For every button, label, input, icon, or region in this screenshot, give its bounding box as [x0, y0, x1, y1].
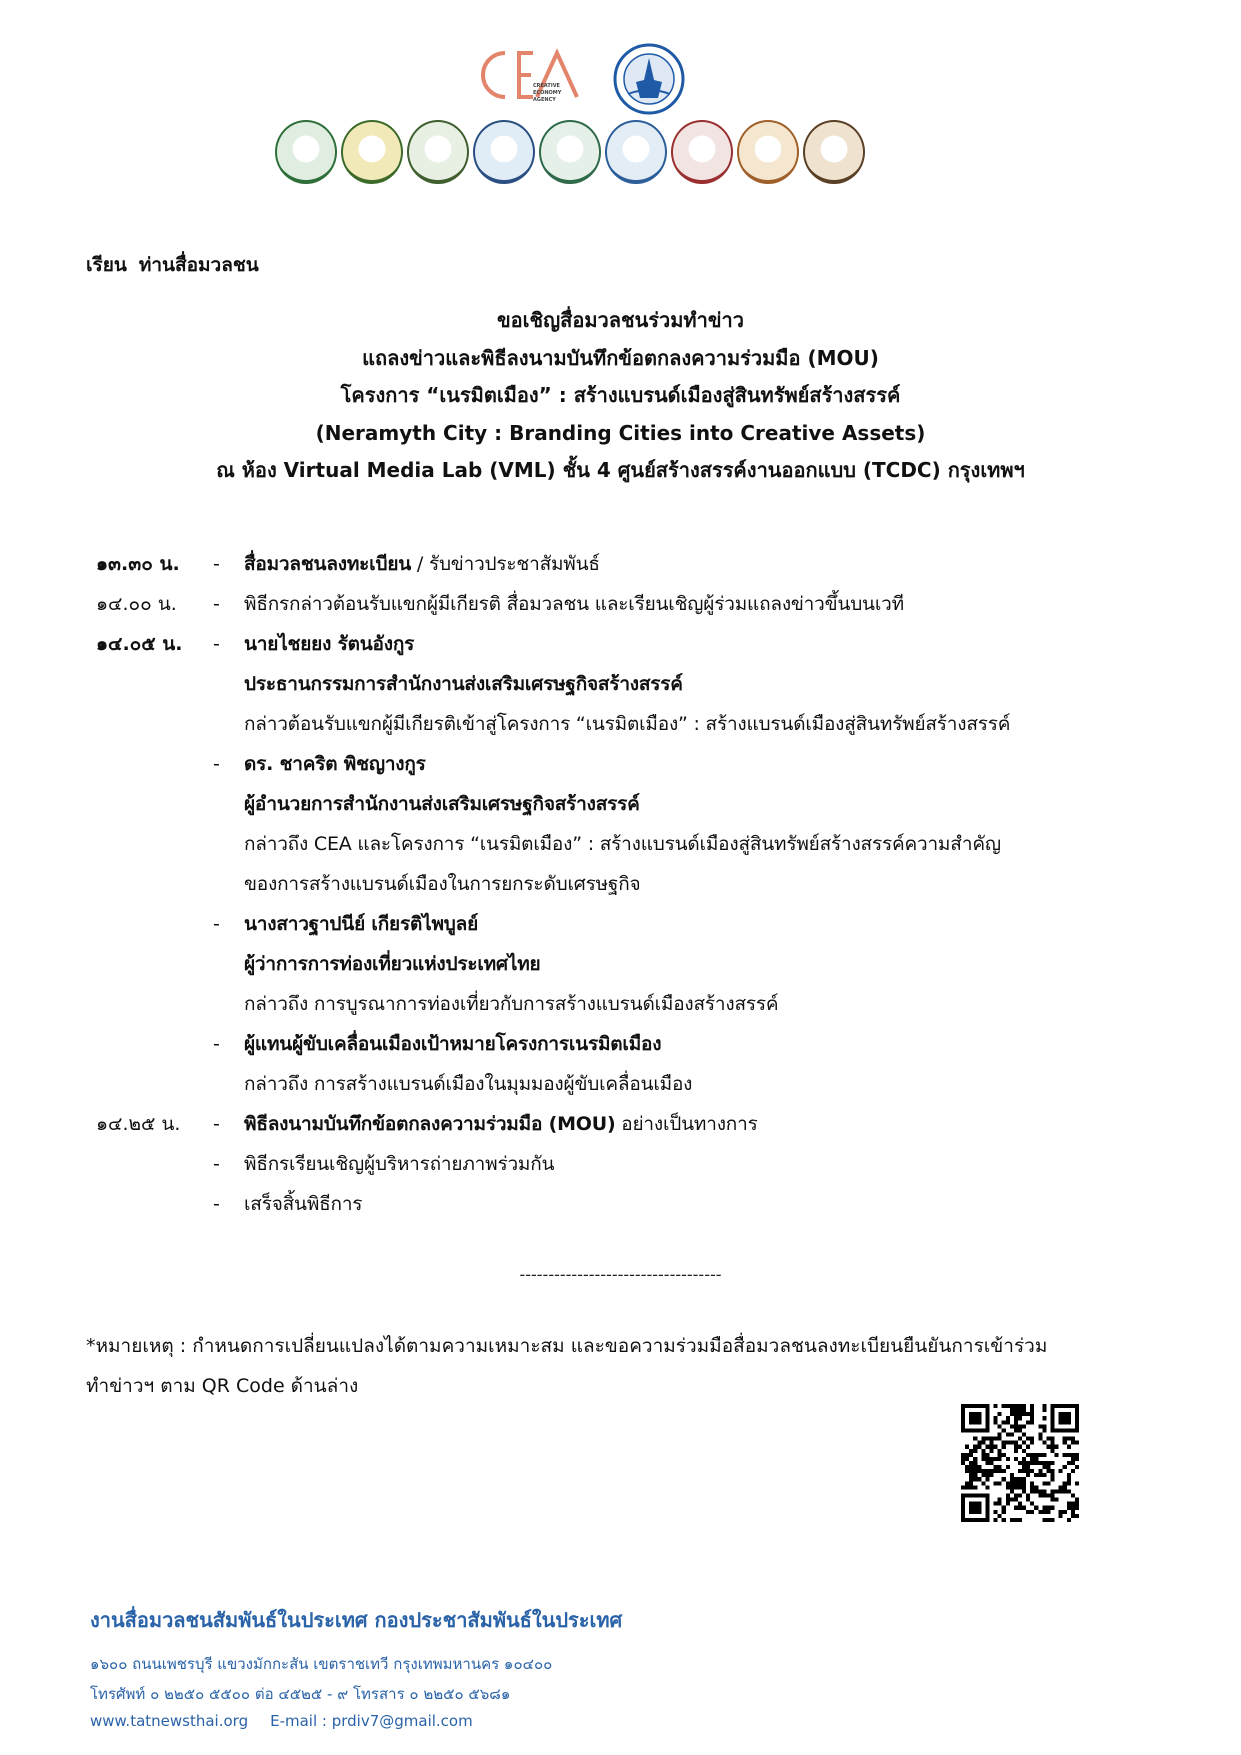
agenda-row [96, 624, 1196, 664]
agenda-row [96, 584, 1196, 624]
province-seal-icon [473, 120, 535, 184]
province-seal-icon [605, 120, 667, 184]
agenda-item-text [244, 1104, 758, 1144]
agenda-item-plain: ของการสร้างแบรนด์เมืองในการยกระดับเศรษฐกิจ [244, 873, 641, 895]
remark-line-1: *หมายเหตุ : กำหนดการเปลี่ยนแปลงได้ตามความเหมาะสม และขอความร่วมมือสื่อมวลชนลงทะเบียนยืนยันการเข้าร่วม [86, 1335, 1048, 1357]
heading-line: แถลงข่าวและพิธีลงนามบันทึกข้อตกลงความร่วมมือ (MOU) [362, 345, 879, 370]
agenda-item-text [244, 1064, 692, 1104]
agenda-bullet: - [213, 1033, 220, 1055]
agenda-item-bold: สื่อมวลชนลงทะเบียน [244, 553, 412, 575]
agenda-item-text [244, 704, 1010, 744]
cea-caption-3: AGENCY [533, 97, 556, 103]
agenda-item-plain: / รับข่าวประชาสัมพันธ์ [411, 553, 600, 575]
agenda-item-text [244, 744, 426, 784]
cea-logo [475, 45, 590, 113]
agenda-item-bold: ผู้แทนผู้ขับเคลื่อนเมืองเป้าหมายโครงการเนรมิตเมือง [244, 1033, 662, 1055]
agenda-item-plain: กล่าวถึง CEA และโครงการ “เนรมิตเมือง” : สร้างแบรนด์เมืองสู่สินทรัพย์สร้างสรรค์ความสำคัญ [244, 833, 1001, 855]
agenda-item-plain: กล่าวต้อนรับแขกผู้มีเกียรติเข้าสู่โครงการ “เนรมิตเมือง” : สร้างแบรนด์เมืองสู่สินทรัพย์สร้างสรรค์ [244, 713, 1011, 735]
agenda-item-plain: กล่าวถึง การบูรณาการท่องเที่ยวกับการสร้างแบรนด์เมืองสร้างสรรค์ [244, 993, 779, 1015]
agenda-item-text [244, 784, 640, 824]
agenda-item-bold: ประธานกรรมการสำนักงานส่งเสริมเศรษฐกิจสร้างสรรค์ [244, 673, 683, 695]
agenda-item-text [244, 1184, 362, 1224]
heading-line: โครงการ “เนรมิตเมือง” : สร้างแบรนด์เมืองสู่สินทรัพย์สร้างสรรค์ [340, 383, 901, 407]
agenda-item-text [244, 864, 640, 904]
agenda-item-plain: เสร็จสิ้นพิธีการ [244, 1193, 363, 1215]
heading-line: (Neramyth City : Branding Cities into Creative Assets) [315, 420, 926, 445]
agenda-row [96, 824, 1196, 864]
agenda-row [96, 1144, 1196, 1184]
salutation [86, 250, 259, 280]
agenda-bullet: - [213, 633, 220, 655]
agenda-time: ๑๔.๒๕ น. [96, 1113, 181, 1135]
province-seal-icon [275, 120, 337, 184]
province-seal-icon [407, 120, 469, 184]
footer-contact [90, 1712, 473, 1730]
salutation-recipient: ท่านสื่อมวลชน [138, 254, 259, 276]
agenda-bullet: - [213, 753, 220, 775]
agenda-bullet: - [213, 593, 220, 615]
agenda-bullet: - [213, 1113, 220, 1135]
registration-qr-code[interactable] [961, 1404, 1079, 1522]
agenda-item-text [244, 664, 683, 704]
logo-banner [0, 40, 1241, 118]
province-seals-row [0, 120, 1241, 190]
tat-logo [612, 42, 686, 116]
agenda-item-text [244, 984, 778, 1024]
province-seal-icon [803, 120, 865, 184]
agenda-item-plain: พิธีกรเรียนเชิญผู้บริหารถ่ายภาพร่วมกัน [244, 1153, 555, 1175]
section-divider: ----------------------------------- [519, 1265, 722, 1284]
province-seal-icon [671, 120, 733, 184]
agenda-item-plain: กล่าวถึง การสร้างแบรนด์เมืองในมุมมองผู้ขับเคลื่อนเมือง [244, 1073, 693, 1095]
agenda-item-text [244, 544, 600, 584]
remark-note [86, 1326, 1166, 1406]
agenda-time: ๑๔.๐๕ น. [96, 633, 183, 655]
agenda-bullet: - [213, 913, 220, 935]
province-seal-icon [539, 120, 601, 184]
agenda-bullet: - [213, 553, 220, 575]
agenda-item-bold: นายไชยยง รัตนอังกูร [244, 633, 415, 655]
agenda-item-text [244, 1144, 554, 1184]
agenda-time: ๑๔.๐๐ น. [96, 593, 177, 615]
heading-line: ณ ห้อง Virtual Media Lab (VML) ชั้น 4 ศูนย์สร้างสรรค์งานออกแบบ (TCDC) กรุงเทพฯ [216, 458, 1025, 482]
agenda-row [96, 1184, 1196, 1224]
agenda-row [96, 904, 1196, 944]
agenda-item-text [244, 624, 414, 664]
agenda-row [96, 944, 1196, 984]
agenda-item-plain: พิธีกรกล่าวต้อนรับแขกผู้มีเกียรติ สื่อมวลชน และเรียนเชิญผู้ร่วมแถลงข่าวขึ้นบนเวที [244, 593, 904, 615]
agenda-item-plain: อย่างเป็นทางการ [615, 1113, 758, 1135]
agenda-time: ๑๓.๓๐ น. [96, 553, 180, 575]
agenda-row [96, 704, 1196, 744]
footer-department-title: งานสื่อมวลชนสัมพันธ์ในประเทศ กองประชาสัมพันธ์ในประเทศ [90, 1608, 623, 1632]
cea-caption-1: CREATIVE [533, 83, 560, 89]
province-seal-icon [341, 120, 403, 184]
remark-line-2: ทำข่าวฯ ตาม QR Code ด้านล่าง [86, 1375, 359, 1397]
heading-line: ขอเชิญสื่อมวลชนร่วมทำข่าว [497, 308, 744, 332]
province-seal-icon [737, 120, 799, 184]
agenda-row [96, 544, 1196, 584]
agenda-bullet: - [213, 1193, 220, 1215]
agenda-item-bold: ผู้ว่าการการท่องเที่ยวแห่งประเทศไทย [244, 953, 541, 975]
agenda-row [96, 864, 1196, 904]
agenda-row [96, 664, 1196, 704]
agenda-item-text [244, 904, 478, 944]
footer-email-link[interactable]: E-mail : prdiv7@gmail.com [270, 1712, 473, 1730]
footer-website-link[interactable]: www.tatnewsthai.org [90, 1712, 249, 1730]
agenda-bullet: - [213, 1153, 220, 1175]
agenda-row [96, 744, 1196, 784]
agenda-item-text [244, 944, 540, 984]
salutation-label: เรียน [86, 254, 127, 276]
agenda-item-text [244, 1024, 661, 1064]
agenda-item-text [244, 584, 904, 624]
agenda-row [96, 1064, 1196, 1104]
agenda-item-bold: พิธีลงนามบันทึกข้อตกลงความร่วมมือ (MOU) [244, 1113, 616, 1135]
agenda-item-bold: ผู้อำนวยการสำนักงานส่งเสริมเศรษฐกิจสร้างสรรค์ [244, 793, 640, 815]
agenda-row [96, 984, 1196, 1024]
agenda-item-bold: ดร. ชาคริต พิชญางกูร [244, 753, 426, 775]
cea-caption-2: ECONOMY [533, 90, 562, 96]
agenda-row [96, 1024, 1196, 1064]
footer-phone: โทรศัพท์ ๐ ๒๒๕๐ ๕๕๐๐ ต่อ ๔๕๒๕ - ๙ โทรสาร ๐ ๒๒๕๐ ๕๖๘๑ [90, 1685, 511, 1703]
footer-address: ๑๖๐๐ ถนนเพชรบุรี แขวงมักกะสัน เขตราชเทวี กรุงเทพมหานคร ๑๐๔๐๐ [90, 1655, 553, 1673]
invitation-heading [0, 302, 1241, 490]
agenda-list [96, 544, 1196, 1224]
agenda-row [96, 1104, 1196, 1144]
agenda-item-text [244, 824, 1001, 864]
agenda-row [96, 784, 1196, 824]
agenda-item-bold: นางสาวฐาปนีย์ เกียรติไพบูลย์ [244, 913, 479, 935]
